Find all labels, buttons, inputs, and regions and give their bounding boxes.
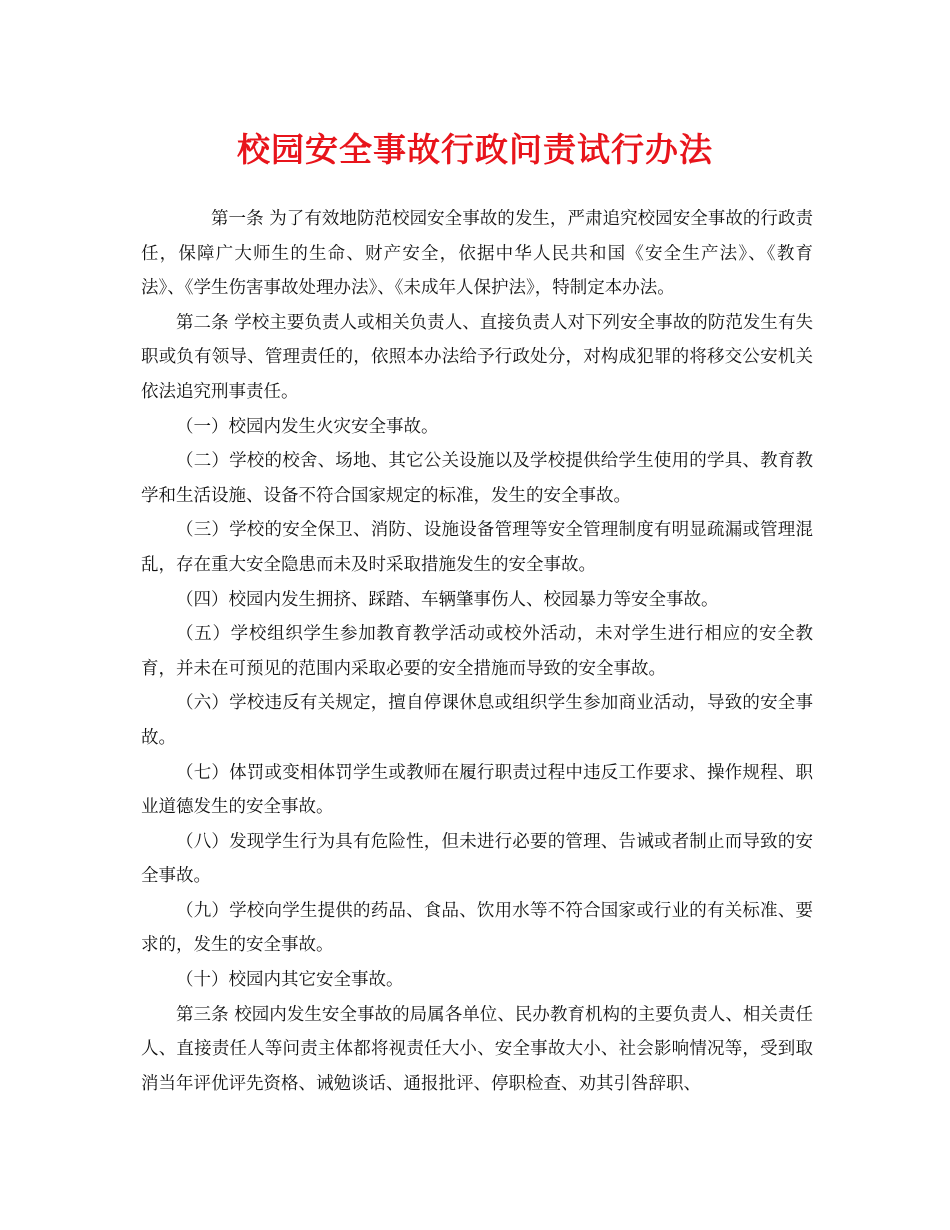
paragraph-item-8: （八）发现学生行为具有危险性，但未进行必要的管理、告诫或者制止而导致的安全事故。 xyxy=(141,831,813,887)
paragraph-item-9: （九）学校向学生提供的药品、食品、饮用水等不符合国家或行业的有关标准、要求的，发生的安全事故。 xyxy=(141,900,813,956)
paragraph-article-2: 第二条 学校主要负责人或相关负责人、直接负责人对下列安全事故的防范发生有失职或负有领导、管理责任的，依照本办法给予行政处分，对构成犯罪的将移交公安机关依法追究刑事责任。 xyxy=(141,312,813,402)
paragraph-article-1: 第一条 为了有效地防范校园安全事故的发生，严肃追究校园安全事故的行政责任，保障广大师生的生命、财产安全，依据中华人民共和国《安全生产法》、《教育法》、《学生伤害事故处理办法》、《未成年人保护法》，特制定本办法。 xyxy=(141,209,813,299)
paragraph-item-7: （七）体罚或变相体罚学生或教师在履行职责过程中违反工作要求、操作规程、职业道德发生的安全事故。 xyxy=(141,762,813,818)
paragraph-item-6: （六）学校违反有关规定，擅自停课休息或组织学生参加商业活动，导致的安全事故。 xyxy=(141,693,813,748)
paragraph-item-1: （一）校园内发生火灾安全事故。 xyxy=(176,416,439,437)
paragraph-article-3: 第三条 校园内发生安全事故的局属各单位、民办教育机构的主要负责人、相关责任人、直接责任人等问责主体都将视责任大小、安全事故大小、社会影响情况等，受到取消当年评优评先资格、诫勉谈话、通报批评、停职检查、劝其引咎辞职、 xyxy=(141,1004,813,1094)
paragraph-item-2: （二）学校的校舍、场地、其它公关设施以及学校提供给学生使用的学具、教育教学和生活设施、设备不符合国家规定的标准，发生的安全事故。 xyxy=(141,451,813,506)
paragraph-item-10: （十）校园内其它安全事故。 xyxy=(176,970,404,991)
paragraph-item-3: （三）学校的安全保卫、消防、设施设备管理等安全管理制度有明显疏漏或管理混乱，存在重大安全隐患而未及时采取措施发生的安全事故。 xyxy=(141,520,813,575)
paragraph-item-4: （四）校园内发生拥挤、踩踏、车辆肇事伤人、校园暴力等安全事故。 xyxy=(176,589,719,610)
document-body xyxy=(141,202,813,1101)
document-title: 校园安全事故行政问责试行办法 xyxy=(237,130,713,169)
paragraph-item-5: （五）学校组织学生参加教育教学活动或校外活动，未对学生进行相应的安全教育，并未在可预见的范围内采取必要的安全措施而导致的安全事故。 xyxy=(141,624,813,679)
